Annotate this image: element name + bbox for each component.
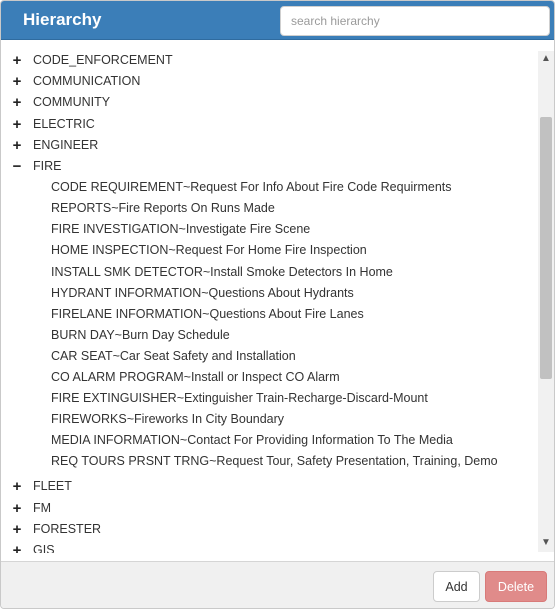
tree-leaf[interactable]: [1, 430, 537, 451]
tree-node-communication[interactable]: [1, 71, 537, 92]
expand-icon[interactable]: +: [12, 136, 22, 154]
tree-node-fleet[interactable]: [1, 476, 537, 497]
tree-node-label[interactable]: FORESTER: [33, 521, 102, 536]
scroll-up-icon[interactable]: ▲: [541, 53, 551, 64]
expand-icon[interactable]: +: [12, 520, 22, 538]
tree-leaf[interactable]: [1, 388, 537, 409]
tree-leaf-label[interactable]: FIREWORKS~Fireworks In City Boundary: [51, 412, 285, 427]
tree-node-electric[interactable]: [1, 114, 537, 135]
tree-leaf[interactable]: [1, 198, 537, 219]
expand-icon[interactable]: +: [12, 499, 22, 517]
tree-node-label[interactable]: FIRE: [33, 158, 62, 173]
tree-leaf-label[interactable]: REQ TOURS PRSNT TRNG~Request Tour, Safety Presentation, Training, Demo: [51, 454, 498, 469]
tree-leaf[interactable]: [1, 177, 537, 198]
expand-icon[interactable]: +: [12, 52, 22, 69]
tree-node-label[interactable]: FLEET: [33, 479, 72, 494]
tree-leaf-label[interactable]: INSTALL SMK DETECTOR~Install Smoke Detectors In Home: [51, 264, 393, 279]
tree-leaf[interactable]: [1, 283, 537, 304]
expand-icon[interactable]: +: [12, 115, 22, 133]
search-input[interactable]: [280, 6, 550, 36]
tree-node-code-enforcement[interactable]: [1, 50, 537, 71]
tree-leaf-label[interactable]: FIRELANE INFORMATION~Questions About Fire Lanes: [51, 306, 364, 321]
tree-node-fire[interactable]: [1, 156, 537, 177]
panel-footer: [1, 561, 554, 608]
tree-leaf[interactable]: [1, 304, 537, 325]
tree-leaf-label[interactable]: HYDRANT INFORMATION~Questions About Hydrants: [51, 285, 354, 300]
tree-leaf[interactable]: [1, 409, 537, 430]
scroll-down-icon[interactable]: ▼: [541, 537, 551, 548]
tree-leaf[interactable]: [1, 262, 537, 283]
tree-leaf[interactable]: [1, 346, 537, 367]
tree-leaf-label[interactable]: FIRE INVESTIGATION~Investigate Fire Scene: [51, 222, 311, 237]
tree-leaf[interactable]: [1, 325, 537, 346]
delete-button[interactable]: Delete: [485, 571, 547, 602]
tree-scrollbar[interactable]: [538, 51, 554, 552]
expand-icon[interactable]: +: [12, 542, 22, 553]
panel-header: [1, 1, 554, 40]
tree-node-label[interactable]: FM: [33, 500, 52, 515]
tree-node-engineer[interactable]: [1, 135, 537, 156]
tree-node-label[interactable]: ELECTRIC: [33, 116, 95, 131]
tree-leaf-label[interactable]: REPORTS~Fire Reports On Runs Made: [51, 201, 275, 216]
expand-icon[interactable]: +: [12, 478, 22, 496]
tree-leaf-label[interactable]: CO ALARM PROGRAM~Install or Inspect CO Alarm: [51, 369, 340, 384]
add-button[interactable]: Add: [433, 571, 480, 602]
tree-leaf-label[interactable]: HOME INSPECTION~Request For Home Fire Inspection: [51, 243, 367, 258]
fire-children: [1, 177, 537, 472]
tree-node-label[interactable]: COMMUNICATION: [33, 74, 141, 89]
tree-leaf[interactable]: [1, 240, 537, 261]
tree-content: [1, 50, 537, 553]
tree-leaf-label[interactable]: FIRE EXTINGUISHER~Extinguisher Train-Recharge-Discard-Mount: [51, 391, 428, 406]
tree-leaf-label[interactable]: CODE REQUIREMENT~Request For Info About Fire Code Requirments: [51, 180, 452, 195]
panel-title: Hierarchy: [23, 10, 102, 29]
tree-leaf-label[interactable]: CAR SEAT~Car Seat Safety and Installation: [51, 348, 296, 363]
hierarchy-tree: [1, 41, 554, 553]
collapse-icon[interactable]: −: [12, 157, 22, 175]
tree-node-label[interactable]: ENGINEER: [33, 137, 99, 152]
tree-leaf[interactable]: [1, 219, 537, 240]
tree-node-label[interactable]: CODE_ENFORCEMENT: [33, 53, 173, 67]
expand-icon[interactable]: +: [12, 73, 22, 91]
expand-icon[interactable]: +: [12, 94, 22, 112]
tree-node-gis[interactable]: [1, 540, 537, 553]
tree-node-label[interactable]: GIS: [33, 543, 55, 553]
scroll-thumb[interactable]: [540, 117, 552, 379]
tree-node-forester[interactable]: [1, 519, 537, 540]
tree-node-fm[interactable]: [1, 498, 537, 519]
tree-node-community[interactable]: [1, 92, 537, 113]
tree-node-label[interactable]: COMMUNITY: [33, 95, 111, 110]
tree-leaf-label[interactable]: MEDIA INFORMATION~Contact For Providing Information To The Media: [51, 433, 453, 448]
tree-leaf-label[interactable]: BURN DAY~Burn Day Schedule: [51, 327, 230, 342]
tree-leaf[interactable]: [1, 367, 537, 388]
tree-leaf[interactable]: [1, 451, 537, 472]
